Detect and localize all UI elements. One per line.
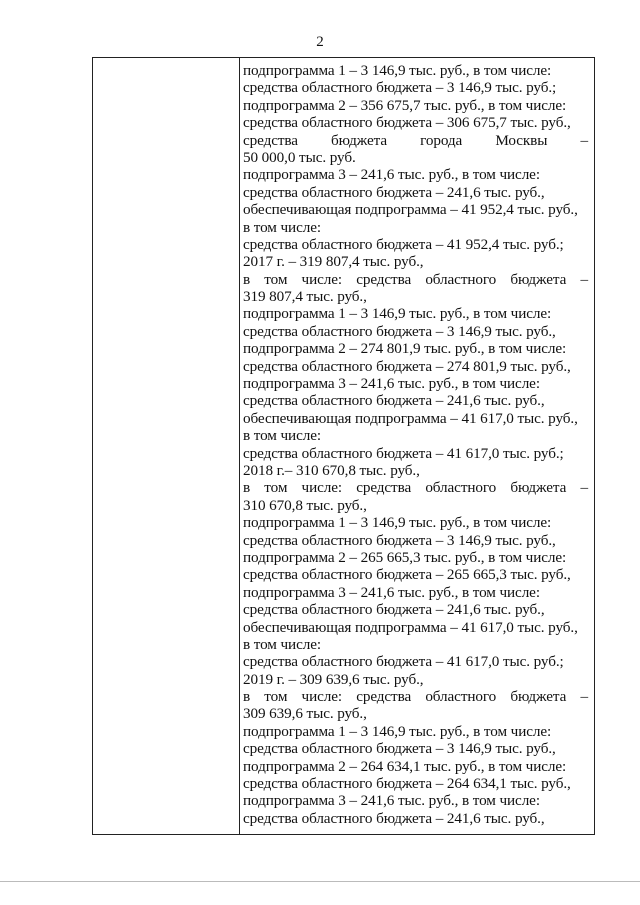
- funding-line-word: средства: [356, 479, 412, 497]
- funding-line: средства областного бюджета – 241,6 тыс. руб.,: [243, 183, 545, 201]
- funding-line: [243, 132, 588, 149]
- funding-line-word: в: [243, 479, 251, 497]
- funding-line: подпрограмма 3 – 241,6 тыс. руб., в том числе:: [243, 792, 540, 810]
- funding-line: подпрограмма 2 – 264 634,1 тыс. руб., в том числе:: [243, 757, 567, 775]
- funding-line-word: средства: [243, 131, 298, 149]
- funding-line: средства областного бюджета – 274 801,9 тыс. руб.,: [243, 357, 571, 375]
- funding-line-word: числе:: [301, 270, 342, 288]
- funding-line: средства областного бюджета – 41 617,0 тыс. руб.;: [243, 653, 564, 671]
- funding-line-word: в: [243, 270, 251, 288]
- page-bottom-rule: [0, 881, 640, 882]
- funding-line: средства областного бюджета – 3 146,9 тыс. руб.,: [243, 740, 556, 758]
- funding-line: средства областного бюджета – 265 665,3 тыс. руб.,: [243, 566, 571, 584]
- funding-line: средства областного бюджета – 241,6 тыс. руб.,: [243, 809, 545, 827]
- funding-line: обеспечивающая подпрограмма – 41 952,4 тыс. руб.,: [243, 201, 578, 219]
- funding-line: средства областного бюджета – 264 634,1 тыс. руб.,: [243, 775, 571, 793]
- funding-line: 2018 г.– 310 670,8 тыс. руб.,: [243, 461, 420, 479]
- funding-line: в том числе:: [243, 635, 321, 653]
- funding-line-word: в: [243, 688, 251, 706]
- funding-line: подпрограмма 2 – 274 801,9 тыс. руб., в том числе:: [243, 340, 567, 358]
- funding-line: подпрограмма 3 – 241,6 тыс. руб., в том числе:: [243, 375, 540, 393]
- funding-line: средства областного бюджета – 241,6 тыс. руб.,: [243, 601, 545, 619]
- funding-line: [243, 479, 588, 496]
- funding-line-word: –: [580, 131, 588, 149]
- funding-line: подпрограмма 2 – 356 675,7 тыс. руб., в том числе:: [243, 96, 567, 114]
- table-left-column: [93, 58, 240, 834]
- table-right-column: [240, 62, 594, 834]
- funding-line-word: –: [580, 270, 588, 288]
- funding-line: [243, 688, 588, 705]
- funding-line: 309 639,6 тыс. руб.,: [243, 705, 367, 723]
- funding-line: средства областного бюджета – 306 675,7 тыс. руб.,: [243, 114, 571, 132]
- funding-line-word: том: [264, 479, 288, 497]
- funding-line-word: числе:: [301, 688, 342, 706]
- funding-line-word: бюджета: [510, 688, 567, 706]
- funding-line: средства областного бюджета – 3 146,9 тыс. руб.,: [243, 531, 556, 549]
- funding-line: подпрограмма 1 – 3 146,9 тыс. руб., в том числе:: [243, 514, 552, 532]
- funding-line: средства областного бюджета – 3 146,9 тыс. руб.,: [243, 322, 556, 340]
- funding-line: подпрограмма 2 – 265 665,3 тыс. руб., в том числе:: [243, 548, 567, 566]
- funding-line-word: города: [420, 131, 463, 149]
- funding-line: подпрограмма 1 – 3 146,9 тыс. руб., в том числе:: [243, 722, 552, 740]
- funding-line: подпрограмма 1 – 3 146,9 тыс. руб., в том числе:: [243, 305, 552, 323]
- funding-line: подпрограмма 3 – 241,6 тыс. руб., в том числе:: [243, 166, 540, 184]
- funding-line: [243, 271, 588, 288]
- funding-line-word: бюджета: [510, 270, 567, 288]
- funding-line: средства областного бюджета – 41 617,0 тыс. руб.;: [243, 444, 564, 462]
- funding-line-word: средства: [356, 270, 412, 288]
- funding-line: 2019 г. – 309 639,6 тыс. руб.,: [243, 670, 424, 688]
- funding-line: 319 807,4 тыс. руб.,: [243, 288, 367, 306]
- funding-line-word: бюджета: [331, 131, 387, 149]
- funding-table: [92, 57, 595, 835]
- funding-line-word: бюджета: [510, 479, 567, 497]
- funding-line: 310 670,8 тыс. руб.,: [243, 496, 367, 514]
- funding-line-word: областного: [425, 479, 497, 497]
- funding-line-word: числе:: [301, 479, 342, 497]
- funding-line: подпрограмма 3 – 241,6 тыс. руб., в том числе:: [243, 583, 540, 601]
- funding-line: в том числе:: [243, 427, 321, 445]
- funding-line: 2017 г. – 319 807,4 тыс. руб.,: [243, 253, 424, 271]
- funding-line: средства областного бюджета – 3 146,9 тыс. руб.;: [243, 79, 557, 97]
- funding-line-word: средства: [356, 688, 412, 706]
- page-number: 2: [316, 34, 324, 50]
- funding-line-word: том: [264, 688, 288, 706]
- funding-line-word: Москвы: [495, 131, 548, 149]
- funding-line-word: –: [580, 688, 588, 706]
- funding-line: средства областного бюджета – 41 952,4 тыс. руб.;: [243, 235, 564, 253]
- funding-line: обеспечивающая подпрограмма – 41 617,0 тыс. руб.,: [243, 618, 578, 636]
- funding-line: средства областного бюджета – 241,6 тыс. руб.,: [243, 392, 545, 410]
- funding-line: подпрограмма 1 – 3 146,9 тыс. руб., в том числе:: [243, 62, 552, 79]
- funding-line: обеспечивающая подпрограмма – 41 617,0 тыс. руб.,: [243, 409, 578, 427]
- funding-line-word: областного: [425, 270, 497, 288]
- funding-line-word: областного: [425, 688, 497, 706]
- funding-line-word: том: [264, 270, 288, 288]
- funding-line: в том числе:: [243, 218, 321, 236]
- funding-line-word: –: [580, 479, 588, 497]
- funding-line: 50 000,0 тыс. руб.: [243, 148, 356, 166]
